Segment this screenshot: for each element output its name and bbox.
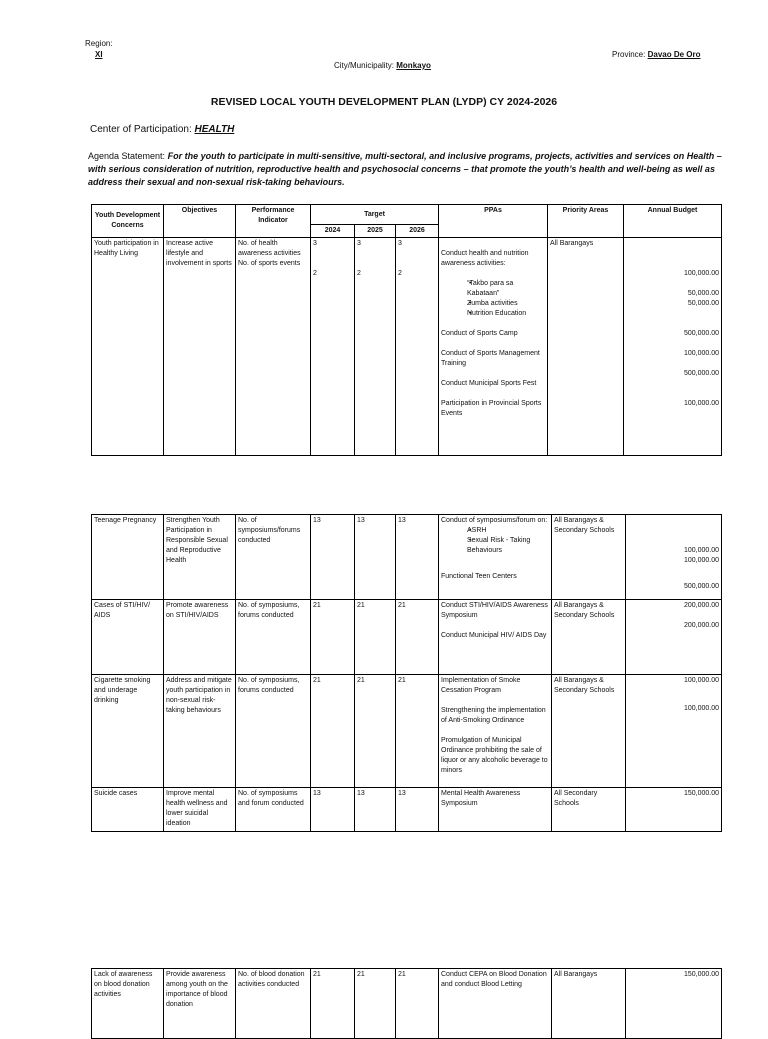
agenda-label: Agenda Statement:: [88, 151, 166, 161]
ppa-bullet: • Sexual Risk - Taking Behaviours: [441, 536, 549, 556]
target-value: 2: [313, 270, 317, 277]
city-value: Monkayo: [396, 61, 431, 70]
indicator-line: No. of health awareness activities: [238, 240, 301, 257]
lydp-table-3: [91, 968, 722, 1039]
col-header-2026: 2026: [396, 225, 439, 238]
budget-value: 200,000.00: [683, 602, 719, 609]
table-row: [92, 238, 722, 456]
ppa-item: Conduct health and nutrition awareness activities:: [441, 250, 529, 267]
table-row: [92, 600, 722, 675]
budget-value: 50,000.00: [687, 300, 719, 307]
target-2025-cell: 21: [355, 675, 396, 788]
budget-cell: 150,000.00: [626, 969, 722, 1039]
budget-cell: 150,000.00: [626, 788, 722, 832]
objective-cell: Promote awareness on STI/HIV/AIDS: [164, 600, 236, 675]
lydp-table-2: [91, 514, 722, 832]
indicator-cell: No. of symposiums/forums conducted: [236, 515, 311, 600]
target-value: 3: [313, 240, 317, 247]
concern-cell: Youth participation in Healthy Living: [92, 238, 164, 456]
concern-cell: Suicide cases: [92, 788, 164, 832]
indicator-cell: No. of blood donation activities conducted: [236, 969, 311, 1039]
target-2025-cell: 21: [355, 600, 396, 675]
col-header-2025: 2025: [355, 225, 396, 238]
target-2026-cell: 13: [396, 515, 439, 600]
cop-value: HEALTH: [194, 124, 235, 135]
concern-cell: Lack of awareness on blood donation activities: [92, 969, 164, 1039]
document-title: REVISED LOCAL YOUTH DEVELOPMENT PLAN (LYDP) CY 2024-2026: [210, 96, 558, 108]
target-2026-cell: 13: [396, 788, 439, 832]
target-2026-cell: 21: [396, 969, 439, 1039]
indicator-cell: No. of symposiums and forum conducted: [236, 788, 311, 832]
target-2024-cell: 21: [311, 675, 355, 788]
priority-cell: All Barangays & Secondary Schools: [552, 515, 626, 600]
ppa-item: Implementation of Smoke Cessation Program: [441, 677, 521, 694]
budget-cell: [626, 515, 722, 600]
ppa-item: Conduct of symposiums/forum on:: [441, 517, 548, 524]
cop-label: Center of Participation:: [90, 124, 192, 135]
ppa-bullet: • Zumba activities: [441, 299, 545, 309]
budget-value: 200,000.00: [683, 622, 719, 629]
col-header-priority: Priority Areas: [548, 205, 624, 238]
ppa-cell: [439, 675, 552, 788]
province-field: [612, 50, 701, 59]
budget-value: 500,000.00: [683, 330, 719, 337]
indicator-cell: No. of symposiums, forums conducted: [236, 600, 311, 675]
province-label: Province:: [612, 50, 646, 59]
priority-cell: All Secondary Schools: [552, 788, 626, 832]
ppa-cell: [439, 238, 548, 456]
target-2025-cell: [355, 238, 396, 456]
concern-cell: Teenage Pregnancy: [92, 515, 164, 600]
budget-value: 100,000.00: [683, 547, 719, 554]
budget-cell: [624, 238, 722, 456]
target-value: 2: [357, 270, 361, 277]
agenda-statement: [88, 150, 728, 189]
budget-value: 100,000.00: [683, 557, 719, 564]
ppa-cell: [439, 515, 552, 600]
province-value: Davao De Oro: [647, 50, 701, 59]
ppa-item: Conduct Municipal HIV/ AIDS Day: [441, 632, 547, 639]
region-label: Region:: [85, 39, 113, 48]
budget-value: 100,000.00: [683, 400, 719, 407]
budget-value: 100,000.00: [683, 350, 719, 357]
ppa-item: Conduct STI/HIV/AIDS Awareness Symposium: [441, 602, 548, 619]
indicator-cell: No. of symposiums, forums conducted: [236, 675, 311, 788]
target-2024-cell: 21: [311, 969, 355, 1039]
concern-cell: Cigarette smoking and underage drinking: [92, 675, 164, 788]
target-2024-cell: [311, 238, 355, 456]
ppa-item: Conduct of Sports Camp: [441, 330, 518, 337]
col-header-concerns: Youth Development Concerns: [92, 205, 164, 238]
agenda-text: For the youth to participate in multi-sensitive, multi-sectoral, and inclusive programs, projects, activities and services on Health – with serious consideration of nutrition, reproductive health and psychosocial concerns – that promote the youth’s health and well-being as well as address their sexual and non-sexual risk-taking behaviours.: [88, 151, 722, 187]
table-row: [92, 515, 722, 600]
center-of-participation: [90, 124, 234, 135]
col-header-budget: Annual Budget: [624, 205, 722, 238]
col-header-target: Target: [311, 205, 439, 225]
budget-value: 100,000.00: [683, 270, 719, 277]
lydp-table-1: [91, 204, 722, 456]
target-2025-cell: 21: [355, 969, 396, 1039]
budget-value: 500,000.00: [683, 583, 719, 590]
ppa-item: Functional Teen Centers: [441, 573, 517, 580]
indicator-line: No. of sports events: [238, 260, 301, 267]
ppa-item: Promulgation of Municipal Ordinance prohibiting the sale of liquor or any alcoholic beverage to minors: [441, 737, 548, 774]
budget-value: 50,000.00: [687, 290, 719, 297]
objective-cell: Improve mental health wellness and lower suicidal ideation: [164, 788, 236, 832]
target-2026-cell: 21: [396, 675, 439, 788]
priority-cell: All Barangays: [552, 969, 626, 1039]
city-field: [334, 61, 431, 70]
ppa-item: Conduct Municipal Sports Fest: [441, 380, 537, 387]
ppa-cell: Conduct CEPA on Blood Donation and conduct Blood Letting: [439, 969, 552, 1039]
col-header-2024: 2024: [311, 225, 355, 238]
ppa-bullet: • ASRH: [441, 526, 549, 536]
target-2026-cell: [396, 238, 439, 456]
table-row: [92, 788, 722, 832]
target-2025-cell: 13: [355, 515, 396, 600]
target-2024-cell: 13: [311, 788, 355, 832]
target-value: 3: [357, 240, 361, 247]
concern-cell: Cases of STI/HIV/ AIDS: [92, 600, 164, 675]
ppa-item: Participation in Provincial Sports Events: [441, 400, 542, 417]
indicator-cell: [236, 238, 311, 456]
target-2024-cell: 13: [311, 515, 355, 600]
objective-cell: Strengthen Youth Participation in Responsible Sexual and Reproductive Health: [164, 515, 236, 600]
priority-cell: All Barangays: [548, 238, 624, 456]
ppa-bullet: • Nutrition Education: [441, 309, 545, 319]
col-header-objectives: Objectives: [164, 205, 236, 238]
target-2026-cell: 21: [396, 600, 439, 675]
priority-cell: All Barangays & Secondary Schools: [552, 600, 626, 675]
col-header-ppas: PPAs: [439, 205, 548, 238]
budget-cell: [626, 600, 722, 675]
table-row: [92, 969, 722, 1039]
objective-cell: Provide awareness among youth on the importance of blood donation: [164, 969, 236, 1039]
region-value: XI: [95, 50, 103, 59]
ppa-item: Strengthening the implementation of Anti-Smoking Ordinance: [441, 707, 546, 724]
target-value: 3: [398, 240, 402, 247]
objective-cell: Increase active lifestyle and involvement in sports: [164, 238, 236, 456]
budget-value: 100,000.00: [683, 705, 719, 712]
ppa-bullet: • “Takbo para sa Kabataan”: [441, 279, 545, 299]
table-row: [92, 675, 722, 788]
budget-cell: [626, 675, 722, 788]
budget-value: 100,000.00: [683, 677, 719, 684]
target-value: 2: [398, 270, 402, 277]
objective-cell: Address and mitigate youth participation in non-sexual risk-taking behaviours: [164, 675, 236, 788]
budget-value: 500,000.00: [683, 370, 719, 377]
ppa-cell: Mental Health Awareness Symposium: [439, 788, 552, 832]
ppa-item: Conduct of Sports Management Training: [441, 350, 540, 367]
priority-cell: All Barangays & Secondary Schools: [552, 675, 626, 788]
ppa-cell: [439, 600, 552, 675]
target-2025-cell: 13: [355, 788, 396, 832]
city-label: City/Municipality:: [334, 61, 395, 70]
col-header-indicator: Performance Indicator: [236, 205, 311, 238]
target-2024-cell: 21: [311, 600, 355, 675]
